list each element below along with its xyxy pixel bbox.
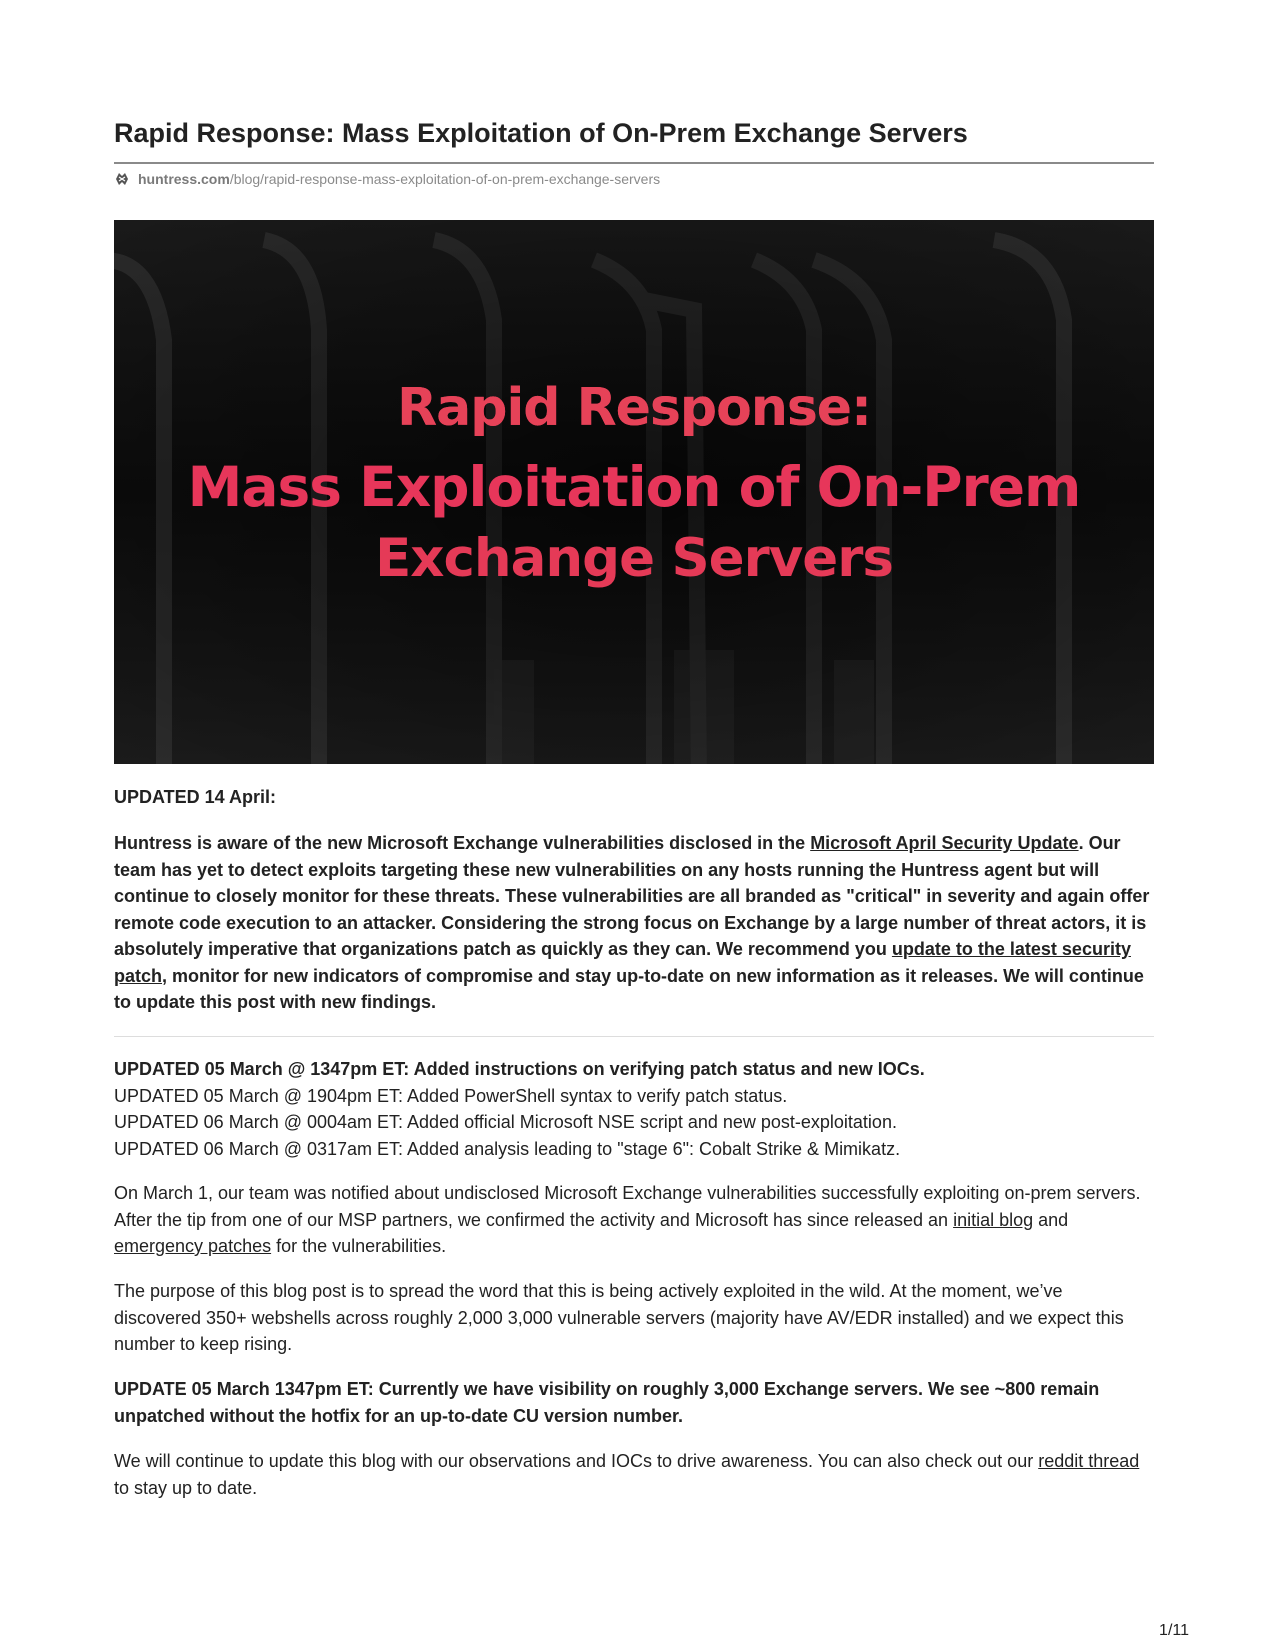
intro-text-end: for the vulnerabilities. bbox=[271, 1236, 447, 1256]
update-item: UPDATED 06 March @ 0317am ET: Added analysis leading to "stage 6": Cobalt Strike & Mimikatz. bbox=[114, 1138, 901, 1159]
update-list bbox=[114, 1056, 1154, 1162]
page-number: 1/11 bbox=[1159, 1622, 1189, 1639]
hero-title-line-3: Exchange Servers bbox=[375, 528, 893, 589]
closing-text-end: to stay up to date. bbox=[114, 1477, 258, 1498]
hero-image bbox=[114, 220, 1154, 764]
page-title: Rapid Response: Mass Exploitation of On-Prem Exchange Servers bbox=[114, 118, 968, 148]
update-item: UPDATED 05 March @ 1904pm ET: Added PowerShell syntax to verify patch status. bbox=[114, 1085, 788, 1106]
initial-blog-link[interactable]: initial blog bbox=[953, 1209, 1034, 1230]
huntress-logo-icon bbox=[114, 171, 130, 187]
hero-title bbox=[114, 220, 1154, 764]
visibility-update-paragraph: UPDATE 05 March 1347pm ET: Currently we have visibility on roughly 3,000 Exchange servers. We see ~800 remain unpatched without the hotfix for an up-to-date CU version number. bbox=[114, 1379, 1100, 1426]
microsoft-april-security-update-link[interactable]: Microsoft April Security Update bbox=[810, 833, 1079, 853]
april-text-mid: . Our team has yet to detect exploits targeting these new vulnerabilities on any hosts running the Huntress agent but will continue to closely monitor for these threats. These vulnerabilities are all branded as "critical" in severity and again offer remote code execution to an attacker. Considering the strong focus on Exchange by a large number of threat actors, it is absolutely imperative that organizations patch as quickly as they can. We recommend you bbox=[114, 833, 1150, 959]
april-text-end: , monitor for new indicators of compromise and stay up-to-date on new information as it releases. We will continue to update this post with new findings. bbox=[114, 965, 1144, 1012]
april-update-paragraph bbox=[114, 830, 1154, 1016]
hero-title-line-1: Rapid Response: bbox=[114, 378, 1154, 438]
emergency-patches-link[interactable]: emergency patches bbox=[114, 1236, 272, 1256]
april-update-heading: UPDATED 14 April: bbox=[114, 787, 277, 807]
reddit-thread-link[interactable]: reddit thread bbox=[1038, 1451, 1140, 1471]
url-path: /blog/rapid-response-mass-exploitation-of-on-prem-exchange-servers bbox=[229, 171, 661, 187]
section-divider bbox=[114, 1036, 1154, 1037]
url-domain: huntress.com bbox=[138, 171, 230, 187]
intro-paragraph bbox=[114, 1180, 1154, 1260]
latest-security-patch-link[interactable]: update to the latest security patch bbox=[114, 939, 1131, 986]
title-divider bbox=[114, 162, 1154, 164]
hero-title-line-2: Mass Exploitation of On-Prem bbox=[187, 455, 1081, 519]
intro-text-mid: and bbox=[1033, 1209, 1069, 1230]
closing-paragraph bbox=[114, 1448, 1154, 1501]
intro-text-start: On March 1, our team was notified about undisclosed Microsoft Exchange vulnerabilities successfully exploiting on-prem servers. After the tip from one of our MSP partners, we confirmed the activity and Microsoft has since released an bbox=[114, 1183, 1141, 1230]
update-item: UPDATED 06 March @ 0004am ET: Added official Microsoft NSE script and new post-exploitation. bbox=[114, 1112, 897, 1132]
closing-text-start: We will continue to update this blog with our observations and IOCs to drive awareness. You can also check out our bbox=[114, 1451, 1039, 1471]
purpose-paragraph: The purpose of this blog post is to spread the word that this is being actively exploited in the wild. At the moment, we’ve discovered 350+ webshells across roughly 2,000 3,000 vulnerable servers (majority have AV/EDR installed) and we expect this number to keep rising. bbox=[114, 1281, 1124, 1354]
april-text-start: Huntress is aware of the new Microsoft Exchange vulnerabilities disclosed in the bbox=[114, 833, 811, 853]
update-item: UPDATED 05 March @ 1347pm ET: Added instructions on verifying patch status and new IOCs. bbox=[114, 1059, 925, 1079]
source-url[interactable] bbox=[114, 171, 660, 187]
